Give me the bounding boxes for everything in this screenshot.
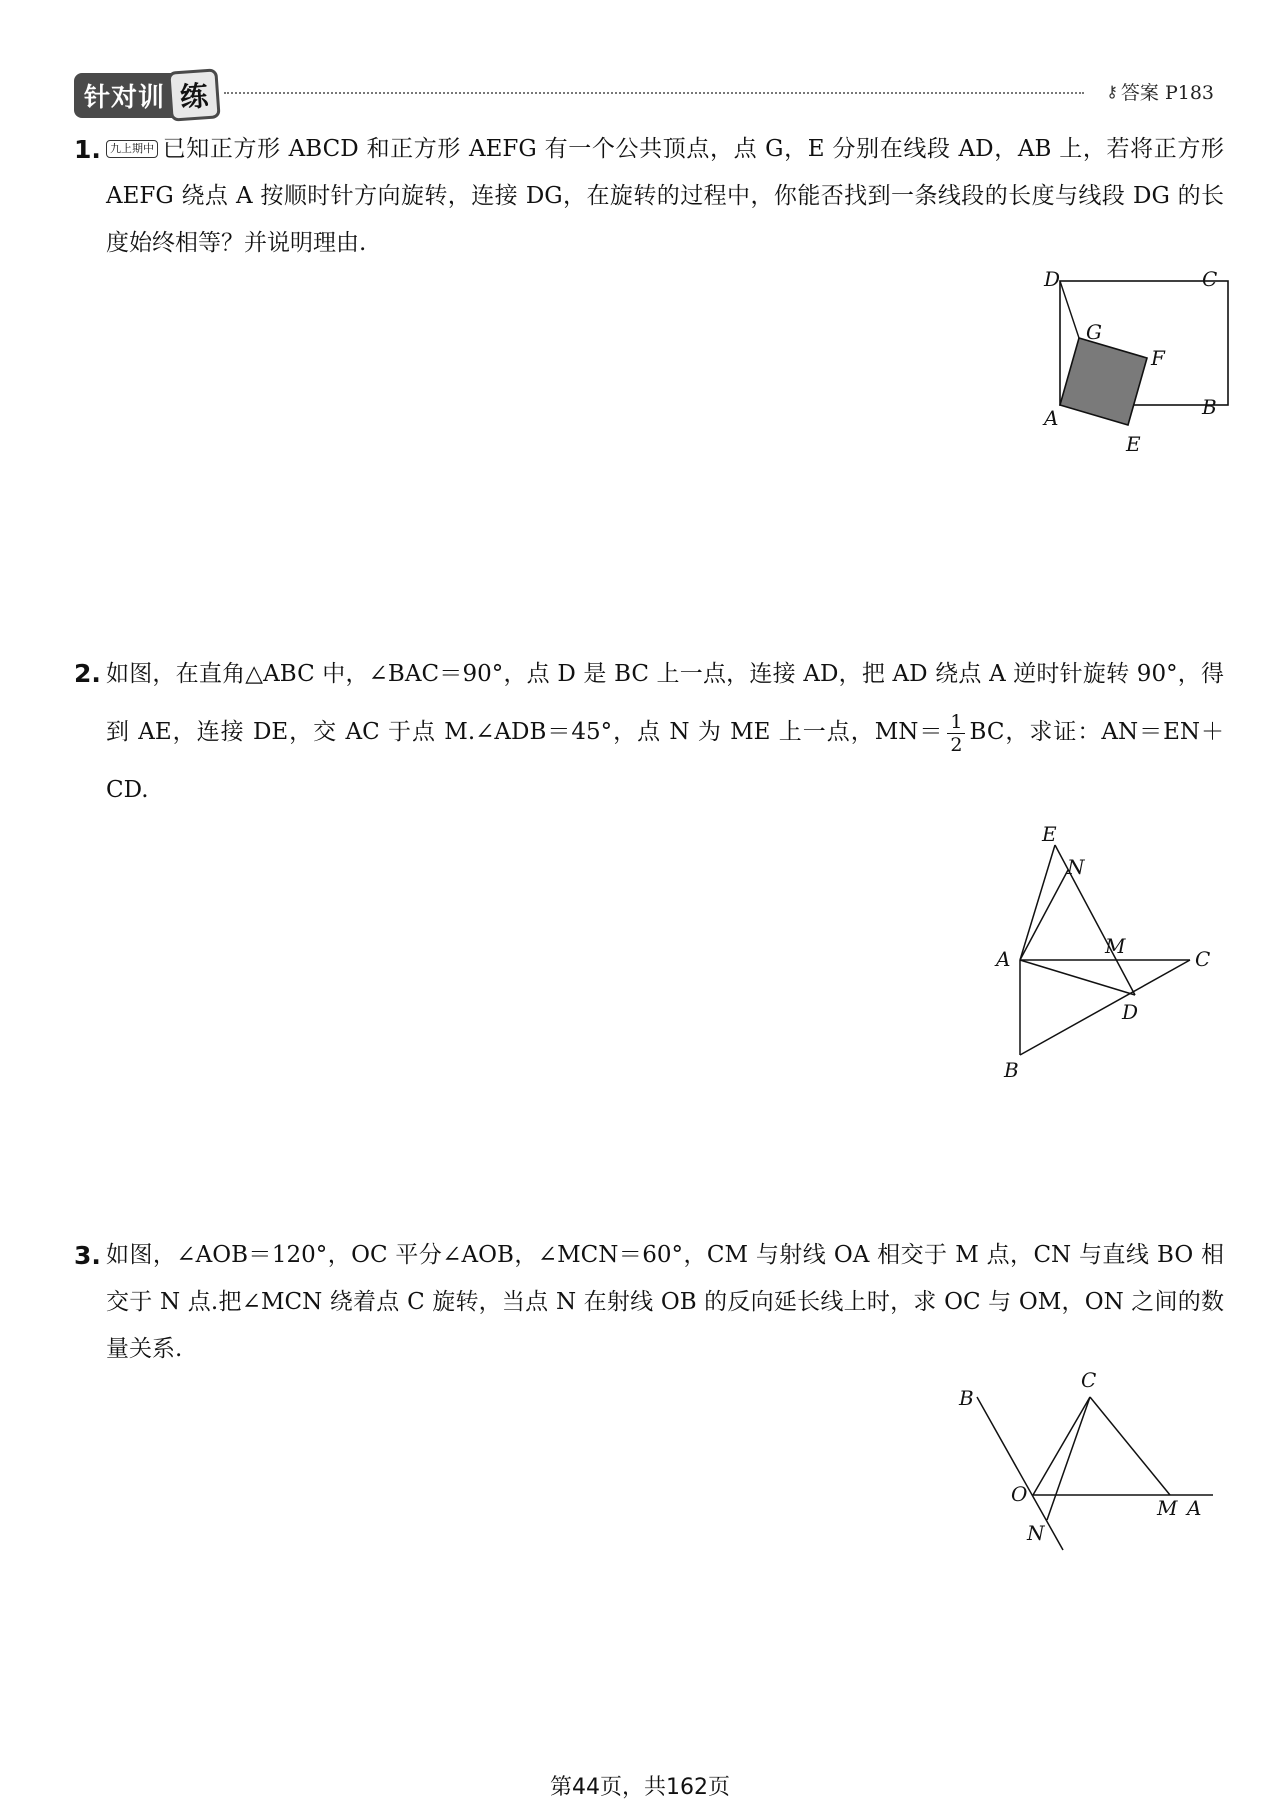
line-bo xyxy=(977,1397,1063,1550)
badge-main-text: 针对训 xyxy=(74,73,175,118)
label-c: C xyxy=(1202,267,1218,291)
question-1-text: 已知正方形 ABCD 和正方形 AEFG 有一个公共顶点，点 G，E 分别在线段 AD，AB 上，若将正方形 AEFG 绕点 A 按顺时针方向旋转，连接 DG，在旋转的过程中，你能否找到一条线段的长度与线段 DG 的长度始终相等？并说明理由. xyxy=(106,136,1224,256)
label-c: C xyxy=(1195,947,1211,971)
question-3-number: 3. xyxy=(74,1241,101,1270)
label-n: N xyxy=(1027,1521,1045,1545)
label-a: A xyxy=(1044,406,1059,430)
label-n: N xyxy=(1067,855,1085,879)
key-icon: ⚷ xyxy=(1106,82,1118,101)
dotted-rule xyxy=(224,92,1084,94)
label-f: F xyxy=(1151,346,1165,370)
question-2-text-a: 如图，在直角△ABC 中，∠BAC＝90°，点 D 是 BC 上一点，连接 AD，把 AD 绕点 A 逆时针旋转 90°，得到 AE，连接 DE，交 AC 于点 M.∠ADB＝45°，点 N 为 ME 上一点，MN＝ xyxy=(106,661,1224,745)
label-a: A xyxy=(1187,1496,1202,1520)
question-2-text-block xyxy=(106,645,1224,819)
label-e: E xyxy=(1126,432,1141,456)
figure-3 xyxy=(945,1365,1225,1555)
label-g: G xyxy=(1086,320,1102,344)
label-b: B xyxy=(1202,395,1217,419)
question-2 xyxy=(74,645,1224,819)
answer-reference-text: 答案 P183 xyxy=(1120,82,1214,104)
label-e: E xyxy=(1042,822,1057,846)
badge-last-char: 练 xyxy=(167,68,220,121)
section-header xyxy=(74,64,1214,114)
label-o: O xyxy=(1011,1482,1028,1506)
exam-tag: 九上期中 xyxy=(106,140,158,158)
label-m: M xyxy=(1105,934,1126,958)
question-3 xyxy=(74,1232,1224,1373)
label-m: M xyxy=(1157,1496,1178,1520)
segment-ad xyxy=(1020,960,1135,995)
training-badge xyxy=(74,70,219,120)
segment-dg xyxy=(1060,281,1079,338)
figure-2 xyxy=(990,822,1230,1085)
square-aefg-shaded xyxy=(1060,338,1147,425)
question-1 xyxy=(74,126,1224,267)
fraction-numerator: 1 xyxy=(947,711,965,734)
segment-bc xyxy=(1020,960,1190,1055)
page-number: 第44页，共162页 xyxy=(550,1775,730,1800)
question-2-number: 2. xyxy=(74,659,101,688)
answer-reference xyxy=(1106,78,1214,105)
segment-cm xyxy=(1090,1397,1170,1495)
label-d: D xyxy=(1044,267,1061,291)
label-b: B xyxy=(959,1386,974,1410)
question-3-text: 如图，∠AOB＝120°，OC 平分∠AOB，∠MCN＝60°，CM 与射线 OA 相交于 M 点，CN 与直线 BO 相交于 N 点.把∠MCN 绕着点 C 旋转，当点 N 在射线 OB 的反向延长线上时，求 OC 与 OM，ON 之间的数量关系. xyxy=(106,1242,1224,1362)
question-1-text-block xyxy=(106,126,1224,267)
label-c: C xyxy=(1081,1368,1097,1392)
fraction-denominator: 2 xyxy=(950,733,963,756)
figure-1 xyxy=(1030,265,1230,465)
fraction-one-half xyxy=(947,711,965,756)
label-d: D xyxy=(1122,1000,1139,1024)
label-a: A xyxy=(996,947,1011,971)
question-1-number: 1. xyxy=(74,135,101,164)
segment-ae xyxy=(1020,845,1055,960)
question-3-text-block xyxy=(106,1232,1224,1373)
question-2-text-b: BC，求证：AN＝EN＋CD. xyxy=(106,719,1224,803)
label-b: B xyxy=(1004,1058,1019,1082)
